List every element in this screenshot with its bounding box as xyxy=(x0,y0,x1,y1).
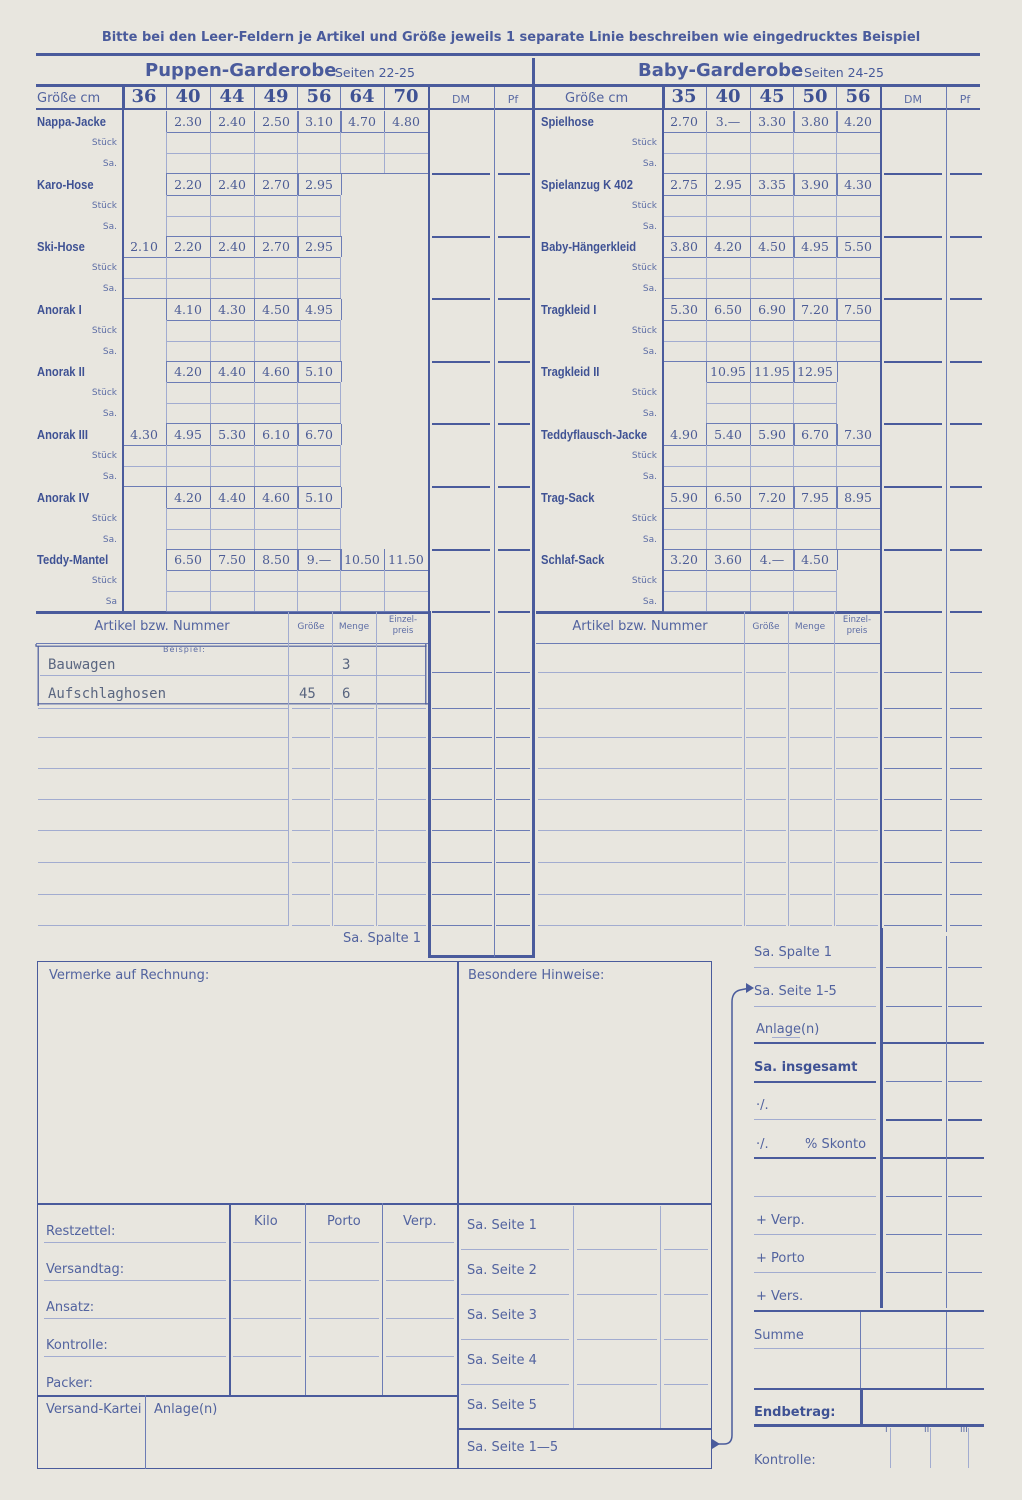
right-price-cell: 8.95 xyxy=(844,489,872,505)
example-row-1-artikel: Bauwagen xyxy=(48,657,116,673)
left-size-36: 36 xyxy=(131,86,157,107)
left-price-cell: 4.95 xyxy=(174,427,202,442)
right-section-title: Baby-Garderobe xyxy=(638,60,804,81)
instruction-text: Bitte bei den Leer-Feldern je Artikel und Größe jeweils 1 separate Linie beschreiben wie eingedrucktes Beispiel xyxy=(101,30,921,45)
right-size-40: 40 xyxy=(715,86,741,107)
right-stueck-label[interactable]: Stück xyxy=(631,451,657,461)
left-order-einzel-header-1: Einzel- xyxy=(388,615,418,625)
roman-2: II xyxy=(924,1425,930,1435)
left-size-56: 56 xyxy=(306,86,332,107)
left-stueck-label[interactable]: Stück xyxy=(91,451,117,461)
left-price-cell: 7.50 xyxy=(218,552,246,568)
left-article-name: Nappa-Jacke xyxy=(37,114,106,129)
left-section-pages: Seiten 22-25 xyxy=(335,65,415,80)
right-sa-label[interactable]: Sa. xyxy=(642,159,657,169)
left-sa-spalte-label: Sa. Spalte 1 xyxy=(343,931,422,946)
summary-skonto-minus: ·/. xyxy=(756,1137,769,1152)
right-article-name: Baby-Hängerkleid xyxy=(541,239,637,255)
left-size-label: Größe cm xyxy=(37,91,101,106)
right-price-cell: 4.20 xyxy=(714,239,742,255)
sa-seite-label-6: Sa. Seite 1—5 xyxy=(467,1440,559,1455)
kontrolle-label: Kontrolle: xyxy=(46,1338,108,1353)
versand-kartei-label: Versand-Kartei xyxy=(46,1402,142,1417)
verp-label: Verp. xyxy=(403,1214,437,1229)
left-price-cell: 4.95 xyxy=(305,301,333,317)
left-price-cell: 4.70 xyxy=(348,114,376,129)
left-sa-label[interactable]: Sa. xyxy=(102,534,117,545)
right-order-artikel-header: Artikel bzw. Nummer xyxy=(572,619,708,634)
left-price-cell: 2.95 xyxy=(305,239,333,255)
summary-plus-porto: + Porto xyxy=(756,1251,805,1266)
right-price-cell: 4.50 xyxy=(801,552,829,568)
right-price-cell: 3.80 xyxy=(801,114,829,129)
right-article-name: Tragkleid II xyxy=(541,364,600,380)
right-size-label: Größe cm xyxy=(565,91,629,106)
summary-skonto: % Skonto xyxy=(805,1137,867,1152)
right-price-cell: 3.30 xyxy=(758,114,786,129)
summary-endbetrag: Endbetrag: xyxy=(754,1405,836,1420)
right-pf-label: Pf xyxy=(959,93,971,106)
left-stueck-label[interactable]: Stück xyxy=(91,576,117,587)
right-size-50: 50 xyxy=(802,86,828,107)
right-sa-label[interactable]: Sa. xyxy=(642,472,657,482)
left-size-49: 49 xyxy=(263,86,289,107)
left-article-name: Anorak II xyxy=(37,364,85,380)
left-size-40: 40 xyxy=(175,86,201,107)
left-price-cell: 5.10 xyxy=(305,364,333,380)
right-price-cell: 5.50 xyxy=(844,239,872,255)
left-stueck-label[interactable]: Stück xyxy=(91,263,117,274)
sa-seite-label-5: Sa. Seite 5 xyxy=(467,1398,537,1413)
right-stueck-label[interactable]: Stück xyxy=(631,138,657,148)
right-price-cell: 4.90 xyxy=(670,427,698,442)
right-price-cell: 5.90 xyxy=(758,427,786,442)
right-article-name: Spielanzug K 402 xyxy=(541,176,633,192)
left-size-70: 70 xyxy=(393,86,419,107)
left-price-cell: 4.20 xyxy=(174,489,202,505)
left-price-cell: 2.50 xyxy=(262,114,290,129)
left-price-cell: 2.70 xyxy=(262,176,290,192)
right-price-cell: 3.20 xyxy=(670,552,698,568)
left-stueck-label[interactable]: Stück xyxy=(91,138,117,148)
right-stueck-label[interactable]: Stück xyxy=(631,576,657,587)
left-price-cell: 11.50 xyxy=(388,552,424,568)
left-sa-label[interactable]: Sa. xyxy=(102,346,117,357)
left-sa-label[interactable]: Sa. xyxy=(102,472,117,482)
left-article-name: Ski-Hose xyxy=(37,239,85,255)
left-pf-label: Pf xyxy=(507,93,519,106)
right-sa-label[interactable]: Sa. xyxy=(642,597,657,608)
left-sa-label[interactable]: Sa. xyxy=(102,159,117,169)
right-price-cell: 7.20 xyxy=(758,489,786,505)
right-price-cell: 5.40 xyxy=(714,427,742,442)
bottom-box xyxy=(37,961,712,1469)
left-price-cell: 2.70 xyxy=(262,239,290,255)
left-sa-label[interactable]: Sa. xyxy=(102,284,117,295)
right-price-cell: 4.95 xyxy=(801,239,829,255)
left-price-cell: 4.30 xyxy=(130,427,158,442)
left-price-cell: 2.40 xyxy=(218,239,246,255)
sa-seite-label-4: Sa. Seite 4 xyxy=(467,1353,537,1368)
summary-minus: ·/. xyxy=(756,1098,769,1113)
right-price-cell: 7.30 xyxy=(844,427,872,442)
left-price-cell: 3.10 xyxy=(305,114,333,129)
right-price-cell: 11.95 xyxy=(754,364,790,380)
right-size-45: 45 xyxy=(759,86,785,107)
left-price-cell: 4.40 xyxy=(218,489,246,505)
left-price-cell: 6.10 xyxy=(262,427,290,442)
left-price-cell: 8.50 xyxy=(262,552,290,568)
right-price-cell: 6.50 xyxy=(714,489,742,505)
summary-sa-spalte: Sa. Spalte 1 xyxy=(754,945,833,960)
summary-anlage: Anlage(n) xyxy=(756,1022,820,1037)
right-price-cell: 3.35 xyxy=(758,176,786,192)
left-price-cell: 9.— xyxy=(306,552,332,568)
right-article-name: Teddyflausch-Jacke xyxy=(541,427,648,442)
left-price-cell: 2.40 xyxy=(218,176,246,192)
right-order-einzel-header-1: Einzel- xyxy=(842,615,872,625)
right-price-cell: 7.20 xyxy=(801,301,829,317)
left-price-cell: 2.10 xyxy=(130,239,158,255)
example-row-2-menge: 6 xyxy=(342,686,351,702)
right-sa-label[interactable]: Sa. xyxy=(642,221,657,232)
left-price-cell: 4.10 xyxy=(174,301,202,317)
left-sa-label[interactable]: Sa. xyxy=(102,221,117,232)
summary-kontrolle: Kontrolle: xyxy=(754,1453,816,1468)
left-stueck-label[interactable]: Stück xyxy=(91,200,117,211)
packer-label: Packer: xyxy=(46,1376,93,1391)
restzettel-label: Restzettel: xyxy=(46,1224,116,1239)
left-stueck-label[interactable]: Stück xyxy=(91,325,117,336)
left-sa-label[interactable]: Sa. xyxy=(102,409,117,420)
left-price-cell: 2.40 xyxy=(218,114,246,129)
right-price-cell: 5.90 xyxy=(670,489,698,505)
right-price-cell: 2.70 xyxy=(670,114,698,129)
right-size-56: 56 xyxy=(845,86,871,107)
left-price-cell: 4.80 xyxy=(392,114,420,129)
example-row-2-artikel: Aufschlaghosen xyxy=(48,686,167,702)
right-price-cell: 5.30 xyxy=(670,301,698,317)
versandtag-label: Versandtag: xyxy=(46,1262,125,1277)
sa-seite-label-1: Sa. Seite 1 xyxy=(467,1218,537,1233)
left-order-groesse-header: Größe xyxy=(297,622,325,632)
right-sa-label[interactable]: Sa. xyxy=(642,346,657,357)
example-row-2-groesse: 45 xyxy=(299,686,316,702)
right-sa-label[interactable]: Sa. xyxy=(642,284,657,295)
right-price-cell: 4.20 xyxy=(844,114,872,129)
right-stueck-label[interactable]: Stück xyxy=(631,388,657,399)
right-price-cell: 3.80 xyxy=(670,239,698,255)
right-order-groesse-header: Größe xyxy=(752,622,780,632)
left-price-cell: 5.10 xyxy=(305,489,333,505)
arrow-connector xyxy=(710,980,756,1450)
ansatz-label: Ansatz: xyxy=(46,1300,95,1315)
left-price-cell: 4.50 xyxy=(262,301,290,317)
right-price-cell: 3.— xyxy=(715,114,741,129)
right-size-35: 35 xyxy=(671,86,697,107)
left-stueck-label[interactable]: Stück xyxy=(91,513,117,524)
porto-label: Porto xyxy=(327,1214,361,1229)
left-article-name: Karo-Hose xyxy=(37,176,94,192)
right-order-einzel-header-2: preis xyxy=(846,626,868,636)
right-price-cell: 4.30 xyxy=(844,176,872,192)
right-price-cell: 10.95 xyxy=(710,364,746,380)
right-stueck-label[interactable]: Stück xyxy=(631,325,657,336)
anlagen-label: Anlage(n) xyxy=(154,1402,218,1417)
left-article-name: Anorak I xyxy=(37,301,82,317)
left-price-cell: 2.20 xyxy=(174,239,202,255)
left-price-cell: 6.50 xyxy=(174,552,202,568)
summary-plus-verp: + Verp. xyxy=(756,1213,805,1228)
right-section-pages: Seiten 24-25 xyxy=(804,65,884,80)
left-price-cell: 4.20 xyxy=(174,364,202,380)
summary-plus-vers: + Vers. xyxy=(756,1289,804,1304)
summary-insgesamt: Sa. insgesamt xyxy=(754,1060,858,1075)
roman-3: III xyxy=(960,1425,968,1435)
right-stueck-label[interactable]: Stück xyxy=(631,200,657,211)
left-order-einzel-header-2: preis xyxy=(392,626,414,636)
summary-sa-seite: Sa. Seite 1-5 xyxy=(754,984,837,999)
left-price-cell: 6.70 xyxy=(305,427,333,442)
right-article-name: Tragkleid I xyxy=(541,301,597,317)
sa-seite-label-3: Sa. Seite 3 xyxy=(467,1308,537,1323)
right-price-cell: 2.95 xyxy=(714,176,742,192)
vermerke-label: Vermerke auf Rechnung: xyxy=(49,968,210,983)
left-price-cell: 2.30 xyxy=(174,114,202,129)
right-price-cell: 12.95 xyxy=(797,364,833,380)
left-price-cell: 5.30 xyxy=(218,427,246,442)
left-price-cell: 2.95 xyxy=(305,176,333,192)
kilo-label: Kilo xyxy=(254,1214,278,1229)
summary-summe: Summe xyxy=(754,1328,804,1343)
left-size-64: 64 xyxy=(349,86,375,107)
right-price-cell: 6.50 xyxy=(714,301,742,317)
right-sa-label[interactable]: Sa. xyxy=(642,409,657,420)
right-price-cell: 4.— xyxy=(759,552,785,568)
right-price-cell: 3.60 xyxy=(714,552,742,568)
hinweise-label: Besondere Hinweise: xyxy=(468,968,605,983)
left-price-cell: 4.30 xyxy=(218,301,246,317)
left-dm-label: DM xyxy=(452,93,470,106)
right-order-menge-header: Menge xyxy=(794,622,826,632)
left-price-cell: 4.60 xyxy=(262,489,290,505)
left-price-cell: 4.60 xyxy=(262,364,290,380)
left-article-name: Anorak IV xyxy=(37,489,90,505)
left-order-artikel-header: Artikel bzw. Nummer xyxy=(94,619,230,634)
right-sa-label[interactable]: Sa. xyxy=(642,534,657,545)
left-stueck-label[interactable]: Stück xyxy=(91,388,117,399)
roman-1: I xyxy=(885,1425,888,1435)
right-price-cell: 3.90 xyxy=(801,176,829,192)
example-row-1-menge: 3 xyxy=(342,657,351,673)
right-price-cell: 6.90 xyxy=(758,301,786,317)
right-dm-label: DM xyxy=(904,93,922,106)
right-price-cell: 7.50 xyxy=(844,301,872,317)
left-price-cell: 2.20 xyxy=(174,176,202,192)
right-price-cell: 6.70 xyxy=(801,427,829,442)
example-label: Beispiel: xyxy=(163,645,206,654)
right-article-name: Schlaf-Sack xyxy=(541,552,605,568)
right-stueck-label[interactable]: Stück xyxy=(631,513,657,524)
right-price-cell: 2.75 xyxy=(670,176,698,192)
left-price-cell: 4.40 xyxy=(218,364,246,380)
left-order-menge-header: Menge xyxy=(338,622,370,632)
left-article-name: Teddy-Mantel xyxy=(37,552,109,568)
left-size-44: 44 xyxy=(219,86,245,107)
left-sa-label[interactable]: Sa xyxy=(105,597,117,608)
right-article-name: Spielhose xyxy=(541,114,594,129)
left-article-name: Anorak III xyxy=(37,427,88,442)
right-price-cell: 7.95 xyxy=(801,489,829,505)
left-section-title: Puppen-Garderobe xyxy=(145,60,337,81)
right-article-name: Trag-Sack xyxy=(541,489,595,505)
sa-seite-label-2: Sa. Seite 2 xyxy=(467,1263,537,1278)
right-stueck-label[interactable]: Stück xyxy=(631,263,657,274)
left-price-cell: 10.50 xyxy=(344,552,380,568)
right-price-cell: 4.50 xyxy=(758,239,786,255)
